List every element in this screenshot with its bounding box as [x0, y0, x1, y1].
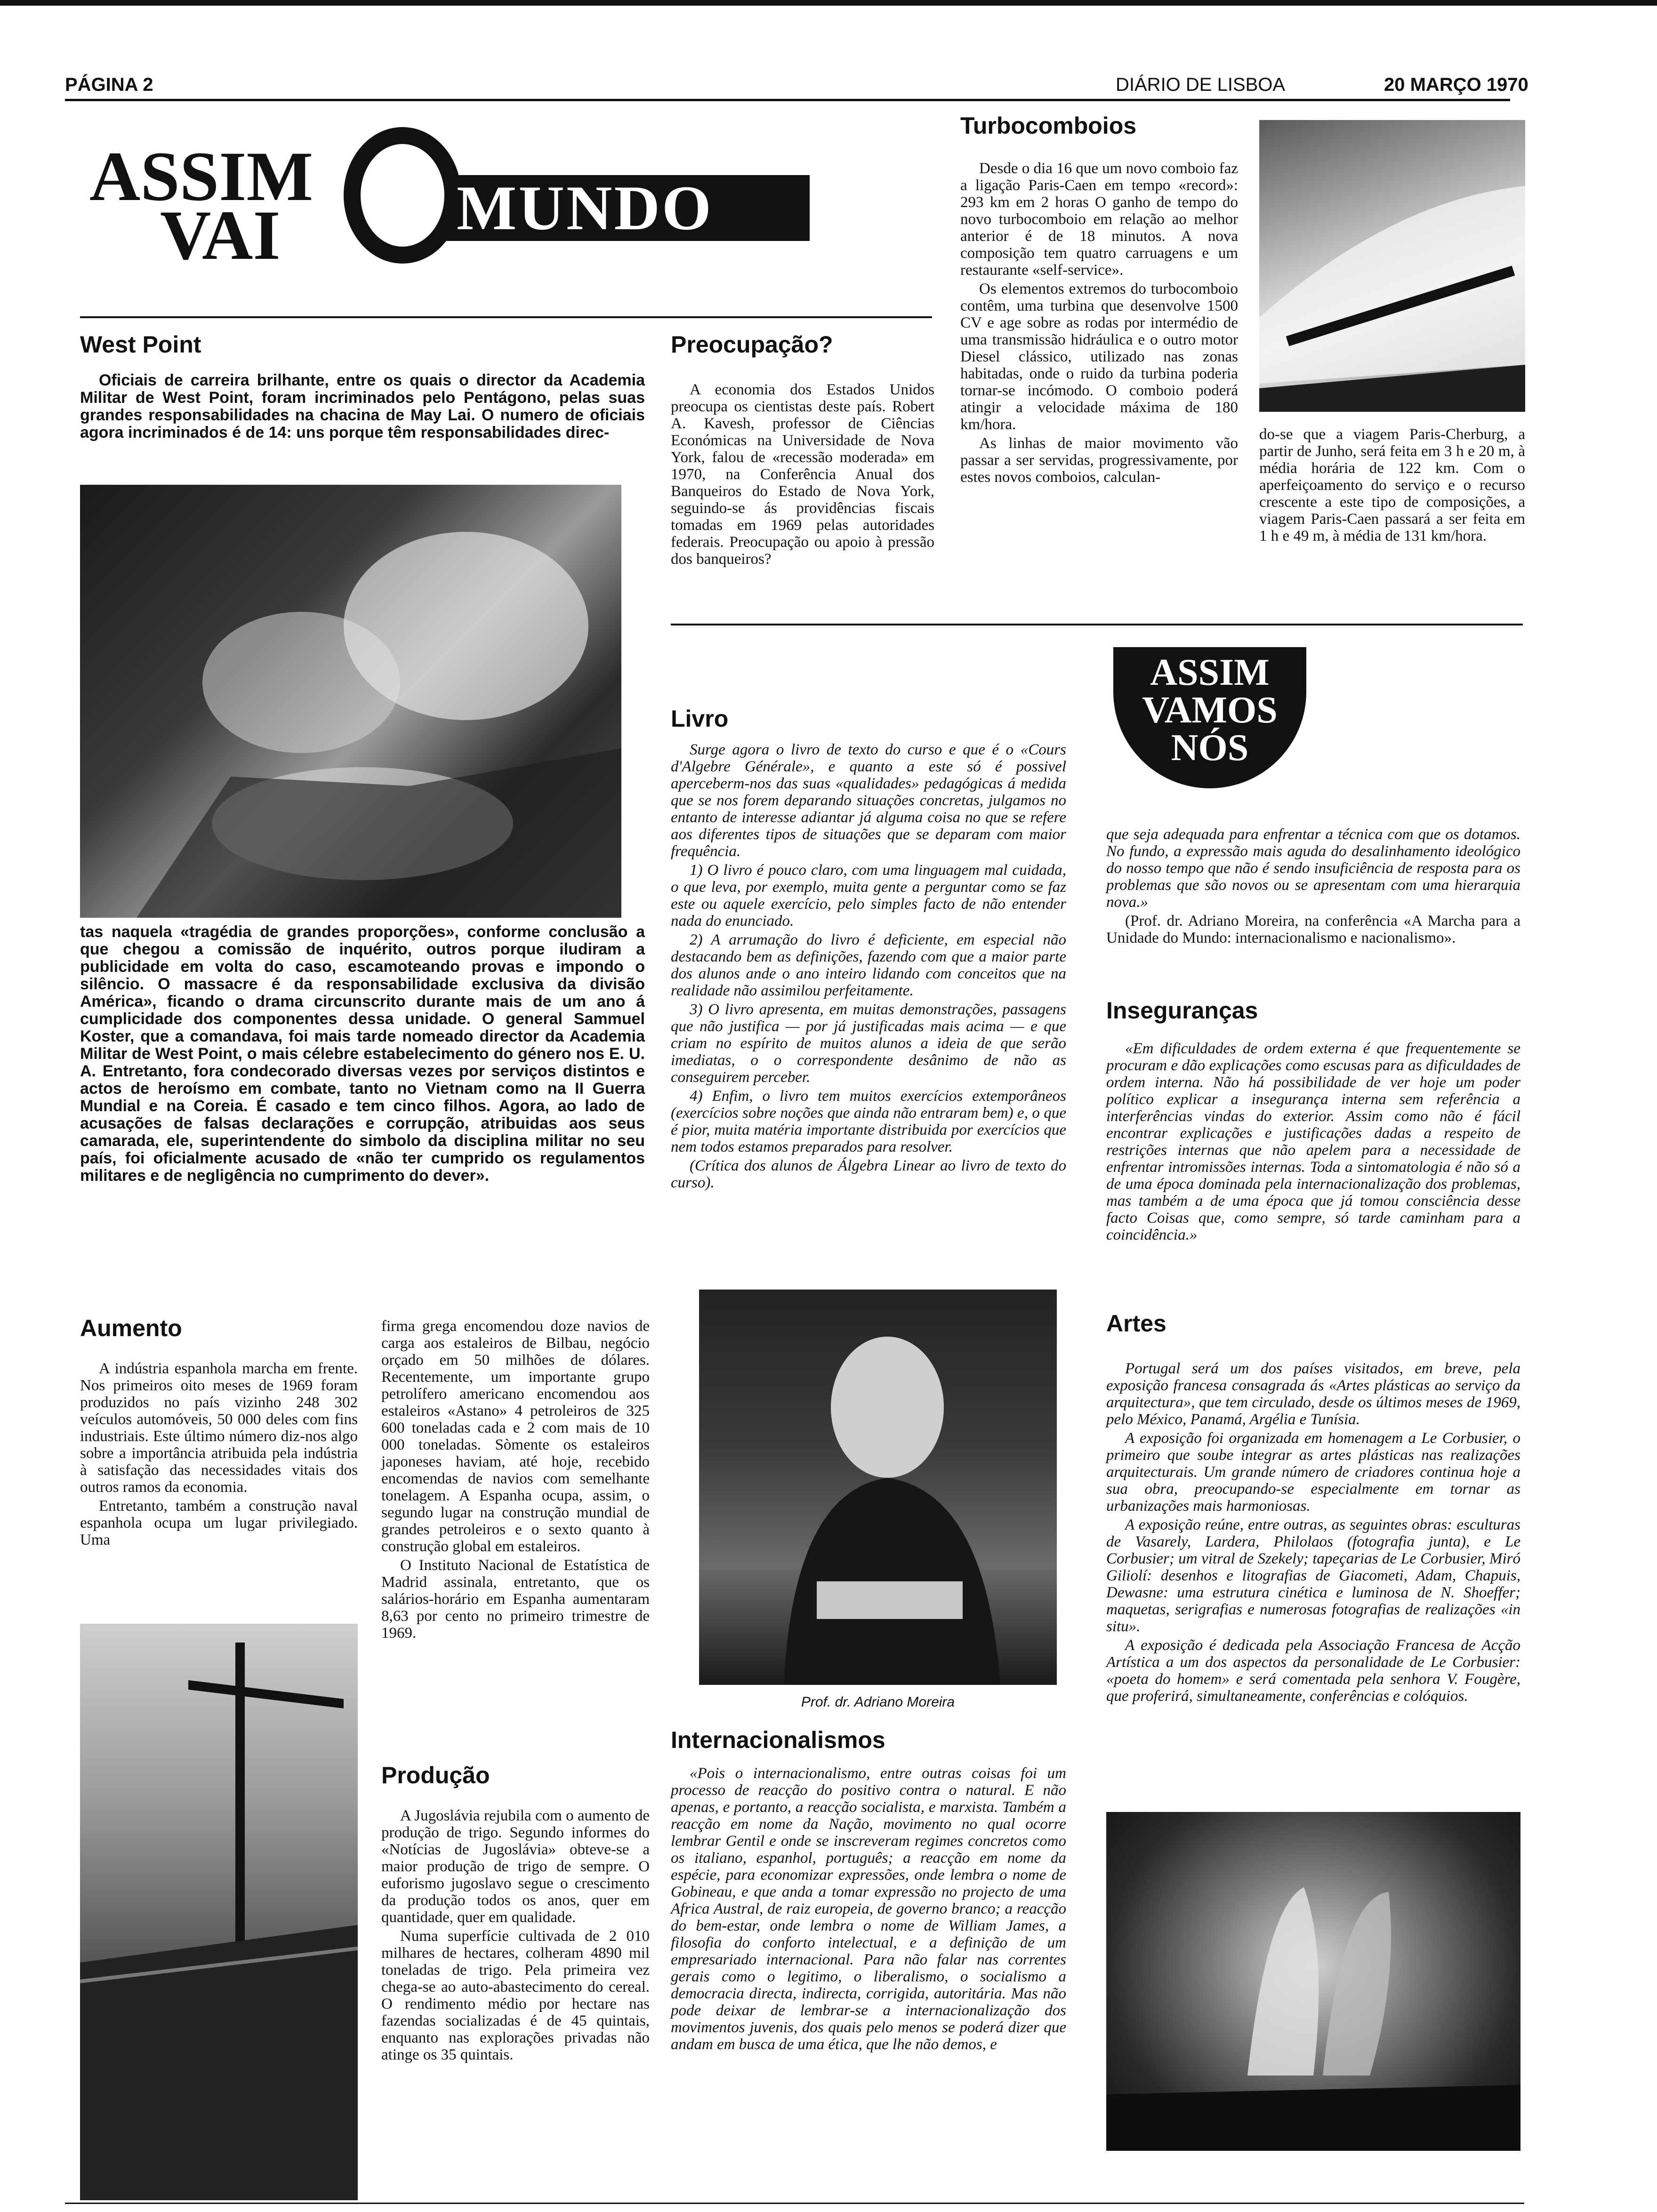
turbo-cont [1259, 426, 1525, 546]
preocupacao-title: Preocupação? [671, 331, 833, 358]
aumento-col1 [80, 1360, 358, 1550]
masthead-assim: ASSIM [89, 137, 314, 216]
sculpture-image [1106, 1812, 1520, 2151]
aumento-title: Aumento [80, 1315, 182, 1341]
insegurancas-text [1106, 1040, 1520, 1245]
artes-para: A exposição reúne, entre outras, as seguintes obras: esculturas de Vasarely, Lardera, Philolaos (fotografia junta), e Le Corbusier; um vitral de Szekely; tapeçarias de Le Corbusier, Miró Giliolí: desenhos e litografias de Giacometi, Adam, Chapuis, Dewasne: uma estrutura cinética e luminosa de N. Shoeffer; maquetas, serigrafias e numerosas fotografias de realizações «in situ». [1106, 1516, 1520, 1635]
artes-para: Portugal será um dos países visitados, em breve, pela exposição francesa consagrada ás «Artes plásticas ao serviço da arquitectura», que tem circulado, desde os últimos meses de 1969, pelo México, Panamá, Argélia e Tunísia. [1106, 1360, 1520, 1428]
artes-text [1106, 1360, 1520, 1707]
livro-para: 4) Enfim, o livro tem muitos exercícios extemporâneos (exercícios sobre noções que ainda não entraram bem) e, o que é pior, muita matéria importante distribuida por exercícios que nem todos estamos preparados para resolver. [671, 1088, 1066, 1155]
turbo-para: Os elementos extremos do turbocomboio contêm, uma turbina que desenvolve 1500 CV e age sobre as rodas por intermédio de uma transmissão hidráulica e o outro motor Diesel clássico, utilizado nas zonas habitadas, onde o ruido da turbina poderia tornar-se incómodo. O comboio poderá atingir a velocidade máxima de 180 km/hora. [960, 281, 1238, 433]
preocupacao-text [671, 381, 934, 569]
producao-para: Numa superfície cultivada de 2 010 milhares de hectares, colheram 4890 mil toneladas de trigo. Pela primeira vez chega-se ao auto-abastecimento do cereal. O rendimento médio por hectare nas fazendas socializadas é de 45 quintais, enquanto nas explorações privadas não atinge os 35 quintais. [381, 1928, 650, 2063]
aumento-para: firma grega encomendou doze navios de carga aos estaleiros de Bilbau, negócio orçado em 50 milhões de dólares. Recentemente, um importante grupo petrolífero americano encomendou aos estaleiros «Astano» 4 petroleiros de 325 600 toneladas cada e 2 com mais de 10 000 toneladas. Sòmente os estaleiros japoneses haviam, até hoje, recebido encomendas de navios com semelhante tonelagem. A Espanha ocupa, assim, o segundo lugar na construção mundial de grandes petroleiros e o sexto quanto à construção global em estaleiros. [381, 1318, 650, 1555]
page-number: PÁGINA 2 [65, 74, 153, 95]
west-point-body [80, 923, 645, 1186]
west-point-photo [80, 485, 621, 918]
aumento-para: A indústria espanhola marcha em frente. Nos primeiros oito meses de 1969 foram produzidos no país vizinho 248 302 veículos automóveis, 50 000 deles com fins industriais. Este último número diz-nos algo sobre a importância atribuida pela indústria à satisfação das necessidades vitais dos outros ramos da economia. [80, 1360, 358, 1496]
intern-para: «Pois o internacionalismo, entre outras coisas foi um processo de reacção do positivo contra o natural. E não apenas, e portanto, a reacção socialista, e marxista. Também a reacção em nome da Nação, movimento no qual ocorre lembrar Gentil e onde se inscreveram regimes concretos como os italiano, espanhol, português; a reacção em nome da espécie, para economizar expressões, onde lembra o nome de Gobineau, e que anda a tomar expressão no projecto de uma Africa Austral, de raiz europeia, de governo branco; a reacção do bem-estar, onde lembra o nome de William James, a filosofia do conforto intelectual, e a definição de um empresariado internacional. Para não falar nas correntes gerais como o legitimo, o liberalismo, o socialismo a democracia directa, indirecta, corrigida, autoritária. Mas não pode deixar de lembrar-se a internacionalização dos movimentos juvenis, dos quais pelo menos se poderá dizer que andam em busca de uma ética, que lhe não demos, e [671, 1765, 1066, 2053]
artes-para: A exposição é dedicada pela Associação Francesa de Acção Artística a um dos aspectos da personalidade de Le Corbusier: «poeta do homem» e será comentada pela senhora V. Fougère, que proferirá, simultaneamente, conferências e colóquios. [1106, 1637, 1520, 1705]
badge-line: NÓS [1171, 727, 1249, 769]
insegurancas-title: Inseguranças [1106, 997, 1258, 1024]
issue-date: 20 MARÇO 1970 [1384, 74, 1528, 95]
turbotrain-photo [1259, 120, 1525, 412]
livro-title: Livro [671, 705, 729, 732]
turbo-text [960, 160, 1238, 488]
west-point-body-text: tas naquela «tragédia de grandes proporções», conforme conclusão a que chegou a comissão de inquérito, outros porque iludiram a publicidade em volta do caso, escamoteando provas e impondo o silêncio. O massacre é da responsabilidade exclusiva da divisão América», ficando o drama circunscrito durante mais de um ano á cumplicidade dos componentes dessa unidade. O general Sammuel Koster, que a comandava, foi mais tarde nomeado director da Academia Militar de West Point, o mais célebre estabelecimento do género nos E. U. A. Entretanto, fora condecorado diversas vezes por serviços distintos e actos de heroísmo em combate, tanto no Vietnam como na II Guerra Mundial e na Coreia. É casado e tem cinco filhos. Agora, ao lado de acusações de falsas declarações e corrupção, atribuidas aos seus camarada, ele, superintendente do simbolo da disciplina militar no seu país, foi oficialmente acusado de «não ter cumprido os regulamentos militares e de negligência no cumprimento do dever». [80, 923, 645, 1185]
insegurancas-para: «Em dificuldades de ordem externa é que frequentemente se procuram e dão explicações como escusas para as dificuldades de ordem interna. Não há possibilidade de ver hoje um poder político explicar a insegurança interna sem referência a interferências vindas do exterior. Assim como não é fácil encontrar explicações e justificações dadas a respeito de restrições internas que não apelem para a necessidade de enfrentar intromissões internas. Toda a sintomatologia é não só a de uma época dominada pela internacionalização dos problemas, mas também a de uma época que já tomou consciência desse facto Coisas que, como sempre, só tarde caminham para a coincidência.» [1106, 1040, 1520, 1243]
sleeping-soldier-image [80, 485, 621, 918]
assim-vamos-nos-badge [1113, 647, 1306, 788]
livro-para: Surge agora o livro de texto do curso e que é o «Cours d'Algebre Générale», e quanto a este só é possivel aperceberm-nos das suas «qualidades» pedagógicas á medida que se nos forem deparando situações concretas, julgamos no entanto de interesse adiantar já alguma coisa no que se refere aos diferentes tipos de situações que se deparam com maior frequência. [671, 741, 1066, 860]
aumento-para: Entretanto, também a construção naval espanhola ocupa um lugar privilegiado. Uma [80, 1498, 358, 1548]
newspaper-name: DIÁRIO DE LISBOA [1116, 74, 1286, 95]
masthead [80, 122, 814, 278]
header-rule [65, 99, 1510, 101]
section-rule [671, 624, 1523, 625]
west-point-intro [80, 372, 645, 443]
masthead-vai: VAI [160, 196, 281, 274]
artes-para: A exposição foi organizada em homenagem a Le Corbusier, o primeiro que soube integrar as artes plásticas nas realizações arquitecturais. Um grande número de criadores continua hoje a sua obra, preocupando-se especialmente em tornar as urbanizações mais harmoniosas. [1106, 1430, 1520, 1515]
masthead-o-ring [344, 127, 461, 264]
livro-para: 2) A arrumação do livro é deficiente, em especial não destacando bem as definições, fazendo com que a maior parte dos alunos ande o ano inteiro lidando com conceitos que na realidade não assimilou perfeitamente. [671, 931, 1066, 999]
adriano-moreira-photo [699, 1290, 1057, 1685]
badge-line: VAMOS [1142, 689, 1278, 731]
aumento-col2 [381, 1318, 650, 1643]
aumento-para: O Instituto Nacional de Estatística de Madrid assinala, entretanto, que os salários-horário em Espanha aumentaram 8,63 por cento no primeiro trimestre de 1969. [381, 1557, 650, 1642]
quote-text [1106, 826, 1520, 948]
portrait-image [699, 1290, 1057, 1685]
ship-crane-image [80, 1624, 358, 2200]
west-point-title: West Point [80, 331, 201, 358]
turbo-para: As linhas de maior movimento vão passar a ser servidas, progressivamente, por estes novos comboios, calculan- [960, 435, 1238, 486]
turbo-para: Desde o dia 16 que um novo comboio faz a ligação Paris-Caen em tempo «record»: 293 km em 2 horas O ganho de tempo do novo turbocomboio em relação ao melhor anterior é de 18 minutos. A nova composição tem quatro carruagens e um restaurante «self-service». [960, 160, 1238, 279]
artes-title: Artes [1106, 1310, 1166, 1337]
turbo-title: Turbocomboios [960, 112, 1137, 139]
turbo-cont-text: do-se que a viagem Paris-Cherburg, a partir de Junho, será feita em 3 h e 20 m, à média horária de 122 km. Com o aperfeiçoamento do serviço e o recurso crescente a este tipo de composições, a viagem Paris-Caen passará a ser feita em 1 h e 49 m, à média de 131 km/hora. [1259, 426, 1525, 545]
producao-text [381, 1807, 650, 2065]
sculpture-photo [1106, 1812, 1520, 2151]
west-point-intro-text: Oficiais de carreira brilhante, entre os quais o director da Academia Militar de West Point, foram incriminados pelo Pentágono, pelas suas grandes responsabilidades na chacina de May Lai. O numero de oficiais agora incriminados é de 14: uns porque têm responsabilidades direc- [80, 371, 645, 441]
badge-line: ASSIM [1150, 652, 1270, 693]
livro-para: 1) O livro é pouco claro, com uma linguagem mal cuidada, o que leva, por exemplo, muita gente a perguntar como se faz este ou aquele exercício, pelo simples facto de não entender nada do enunciado. [671, 862, 1066, 930]
producao-title: Produção [381, 1762, 490, 1788]
bottom-rule [65, 2203, 1524, 2204]
shipyard-photo [80, 1624, 358, 2200]
intern-title: Internacionalismos [671, 1727, 885, 1753]
train-image [1259, 120, 1525, 412]
intern-text [671, 1765, 1066, 2055]
masthead-mundo: MUNDO [457, 173, 713, 243]
livro-text [671, 741, 1066, 1193]
masthead-rule [80, 316, 932, 318]
preocupacao-para: A economia dos Estados Unidos preocupa os cientistas deste país. Robert A. Kavesh, professor de Ciências Económicas na Universidade de Nova York, falou de «recessão moderada» em 1970, na Conferência Anual dos Banqueiros do Estado de Nova York, seguindo-se ás providências fiscais tomadas em 1969 pelas autoridades federais. Preocupação ou apoio à pressão dos banqueiros? [671, 381, 934, 568]
quote-source: (Prof. dr. Adriano Moreira, na conferência «A Marcha para a Unidade do Mundo: internacionalismo e nacionalismo». [1106, 913, 1520, 946]
quote-para: que seja adequada para enfrentar a técnica com que os dotamos. No fundo, a expressão mais aguda do desalinhamento ideológico do nosso tempo que não é sendo insuficiência de resposta para os problemas que são novos ou se apresentam com uma hierarquia nova.» [1106, 826, 1520, 911]
livro-para: 3) O livro apresenta, em muitas demonstrações, passagens que não justifica — por já justificadas mais acima — e que criam no espírito de muitos alunos a ideia de que serão imediatas, o o correspondente desânimo de não as conseguirem perceber. [671, 1001, 1066, 1086]
photo-caption: Prof. dr. Adriano Moreira [801, 1694, 955, 1710]
top-border [0, 0, 1657, 6]
producao-para: A Jugoslávia rejubila com o aumento de produção de trigo. Segundo informes do «Notícias de Jugoslávia» obteve-se a maior produção de trigo de sempre. O euforismo jugoslavo segue o crescimento da produção todos os anos, quer em quantidade, quer em qualidade. [381, 1807, 650, 1926]
livro-source: (Crítica dos alunos de Álgebra Linear ao livro de texto do curso). [671, 1157, 1066, 1191]
